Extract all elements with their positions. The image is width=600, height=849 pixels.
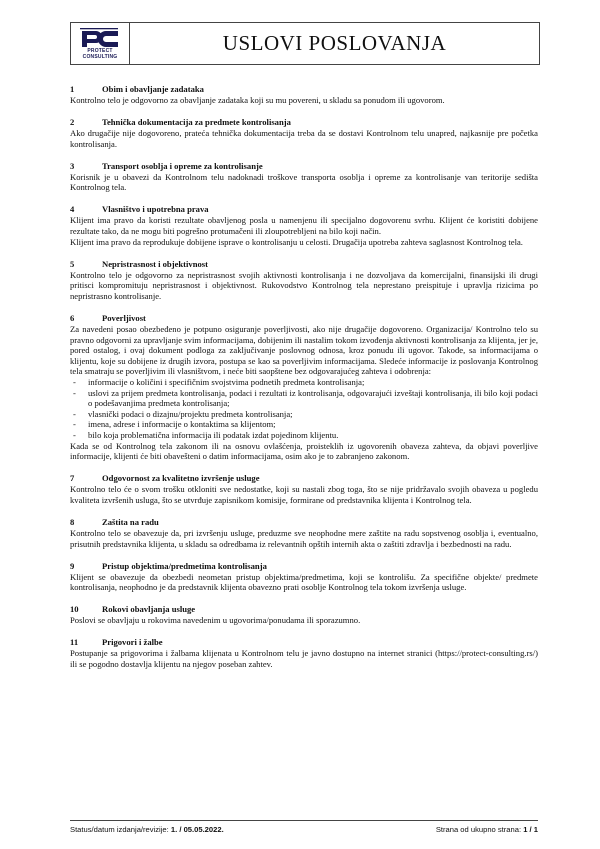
section-number: 6 xyxy=(70,313,75,324)
paragraph: Klijent ima pravo da reprodukuje dobijene isprave o kontrolisanju u celosti. Drugačija upotreba zahteva saglasnost Kontrolnog tela. xyxy=(70,236,523,247)
section xyxy=(70,204,538,247)
section-number: 10 xyxy=(70,604,79,615)
paragraph: Poslovi se obavljaju u rokovima navedenim u ugovorima/ponudama ili sporazumno. xyxy=(70,615,361,626)
section-heading xyxy=(70,117,538,128)
paragraph: Klijent ima pravo da koristi rezultate obavljenog posla u namenjenu ili specijalno dogovorenu svrhu. Klijent će koristiti dobijene rezultate tako, da ne mogu biti pogrešno protumačeni ili zloupotrebljeni na bilo koji način. xyxy=(70,215,538,237)
paragraph: Kontrolno telo je odgovorno za nepristrasnost svojih aktivnosti kontrolisanja i ne dozvoljava da komercijalni, finansijski ili drugi pritisci kompromituju nepristrasnost i objektivnost. Rukovodstvo Kontrolnog tela neprestano preispituje i upravlja rizicima po nepristrasno kontrolisanje. xyxy=(70,269,538,301)
section-body xyxy=(70,128,538,149)
section-title: Poverljivost xyxy=(102,313,146,324)
section-body xyxy=(70,615,538,626)
logo-text-protect: PROTECT xyxy=(87,48,113,54)
company-logo xyxy=(71,23,130,64)
section-body xyxy=(70,572,538,593)
section-number: 4 xyxy=(70,204,75,215)
section-number: 1 xyxy=(70,84,75,94)
section-title: Zaštita na radu xyxy=(102,516,159,527)
section-title: Odgovornost za kvalitetno izvršenje usluge xyxy=(102,473,260,484)
section-body xyxy=(70,215,538,247)
paragraph: Ako drugačije nije dogovoreno, prateća tehnička dokumentacija treba da se dostavi Kontrolnom telu unapred, najkasnije pre početka kontrolisanja. xyxy=(70,128,538,149)
section-title: Rokovi obavljanja usluge xyxy=(102,604,196,615)
section-number: 3 xyxy=(70,160,75,171)
footer-page xyxy=(436,825,538,834)
document-title: USLOVI POSLOVANJA xyxy=(222,31,447,55)
section xyxy=(70,161,538,193)
bullet-list xyxy=(70,377,538,441)
section-title: Prigovori i žalbe xyxy=(102,637,163,648)
section-number: 9 xyxy=(70,560,75,571)
section-title: Vlasništvo i upotrebna prava xyxy=(102,204,209,215)
section-number: 11 xyxy=(70,637,79,648)
section-heading xyxy=(70,161,538,172)
footer-page-label: Strana od ukupno strana: xyxy=(435,825,522,834)
section xyxy=(70,117,538,149)
document-body xyxy=(70,84,538,681)
section-title: Obim i obavljanje zadataka xyxy=(102,84,204,94)
section xyxy=(70,604,538,626)
section-number: 8 xyxy=(70,516,75,527)
footer-page-value: 1 / 1 xyxy=(523,825,538,834)
section-heading xyxy=(70,313,538,324)
section xyxy=(70,517,538,549)
section-heading xyxy=(70,259,538,270)
section-body xyxy=(70,172,538,193)
section-heading xyxy=(70,637,538,648)
section-number: 7 xyxy=(70,473,75,484)
section-body xyxy=(70,95,538,106)
section-heading xyxy=(70,84,538,95)
section-heading xyxy=(70,204,538,215)
section-number: 5 xyxy=(70,258,75,269)
section xyxy=(70,313,538,462)
list-item: - imena, adrese i informacije o kontaktima sa klijentom; xyxy=(70,419,538,430)
paragraph: Kontrolno telo je odgovorno za obavljanje zadataka koji su mu povereni, u skladu sa ponudom ili ugovorom. xyxy=(70,95,445,105)
paragraph: Kada se od Kontrolnog tela zakonom ili na osnovu ovlašćenja, proisteklih iz ugovorenih obaveza zahteva, da objavi poverljive informacije, klijenti će biti obavešteni o datim informacijama, osim ako je to zabranjeno zakonom. xyxy=(70,440,538,462)
paragraph: Kontrolno telo će o svom trošku otkloniti sve nedostatke, koji su nastali zbog toga, što se nije pridržavalo svojih obaveza u pogledu kvaliteta izvršenih usluga, što se utvrđuje zapisnikom komisije, formirane od predstavnika klijenta i Kontrolnog tela. xyxy=(70,484,538,505)
section-body xyxy=(70,270,538,302)
document-footer xyxy=(70,820,538,834)
section-title: Transport osoblja i opreme za kontrolisanje xyxy=(102,160,263,171)
list-item: - uslovi za prijem predmeta kontrolisanja, podaci i rezultati iz kontrolisanja, odgovarajući izveštaji kontrolisanja, ili bilo koji podaci o podešavanjima predmeta kontrolisanja; xyxy=(70,388,538,409)
list-item: - informacije o količini i specifičnim svojstvima podnetih predmeta kontrolisanja; xyxy=(70,377,538,388)
company-logo-mark-icon xyxy=(78,27,122,49)
section-heading xyxy=(70,517,538,528)
paragraph: Korisnik je u obavezi da Kontrolnom telu nadoknadi troškove transporta osoblja i opreme za kontrolisanje van teritorije sedišta Kontrolnog tela. xyxy=(70,171,538,193)
list-item: - bilo koja problematična informacija ili podatak izdat pojedinom klijentu. xyxy=(70,430,538,441)
section-title: Tehnička dokumentacija za predmete kontrolisanja xyxy=(102,117,291,128)
footer-status-label: Status/datum izdanja/revizije: xyxy=(70,825,169,834)
section-heading xyxy=(70,473,538,484)
section-body xyxy=(70,528,538,549)
section xyxy=(70,561,538,593)
section-number: 2 xyxy=(70,117,75,128)
paragraph: Za navedeni posao obezbeđeno je potpuno osiguranje poverljivosti, ako nije drugačije dogovoreno. Organizacija/ Kontrolno telo su pravno odgovorni za upravljanje svim informacijama, dobijenim ili nastalim tokom izvođenja aktivnosti kontrolisanja za klijenta, jer je, pored ostalog, i ovaj dokument podloga za zaključivanje poslovnog odnosa, kroz ponudu ili ugovor. Takođe, sa informacijama o klijentu, koje su dobijene iz drugih izvora, postupa se kao sa poverljivim informacijama. Sledeće informacije iz poslovanja Kontrolnog tela smatraju se poverljivim ili vlasništvom, i neće biti saopštene bez odgovarajućeg zahteva i odobrenja: xyxy=(70,324,538,377)
footer-status-value: 1. / 05.05.2022. xyxy=(170,825,224,834)
document-header xyxy=(70,22,540,65)
section xyxy=(70,259,538,302)
paragraph: Kontrolno telo se obavezuje da, pri izvršenju usluge, preduzme sve neophodne mere zaštite na radu sopstvenog osoblja i, eventualno, prisutnih predstavnika klijenta, u skladu sa odredbama iz relevantnih opštih internih akta o zaštiti zdravlja i bezbednosti na radu. xyxy=(70,527,538,549)
section-body xyxy=(70,648,538,669)
section-heading xyxy=(70,604,538,615)
section-body xyxy=(70,484,538,505)
list-item: - vlasnički podaci o dizajnu/projektu predmeta kontrolisanja; xyxy=(70,409,538,420)
paragraph: Postupanje sa prigovorima i žalbama klijenata u Kontrolnom telu je javno dostupno na internet stranici (https://protect-consulting.rs/) ili se pogodno dostavlja klijentu na njegov poseban zahtev. xyxy=(70,648,538,669)
section-heading xyxy=(70,561,538,572)
section-body xyxy=(70,324,538,462)
paragraph: Klijent se obavezuje da obezbedi neometan pristup objektima/predmetima, koji se kontrolišu. Za specifične objekte/ predmete kontrolisanja, neophodno je da predstavnik klijenta obavezno prati osoblje Kontrolnog tela tokom izvršenja usluge. xyxy=(70,571,538,593)
footer-status xyxy=(70,825,224,834)
section xyxy=(70,84,538,106)
section xyxy=(70,637,538,669)
section xyxy=(70,473,538,505)
section-title: Pristup objektima/predmetima kontrolisanja xyxy=(102,560,267,571)
section-title: Nepristrasnost i objektivnost xyxy=(102,258,208,269)
logo-text-consulting: CONSULTING xyxy=(82,53,118,60)
